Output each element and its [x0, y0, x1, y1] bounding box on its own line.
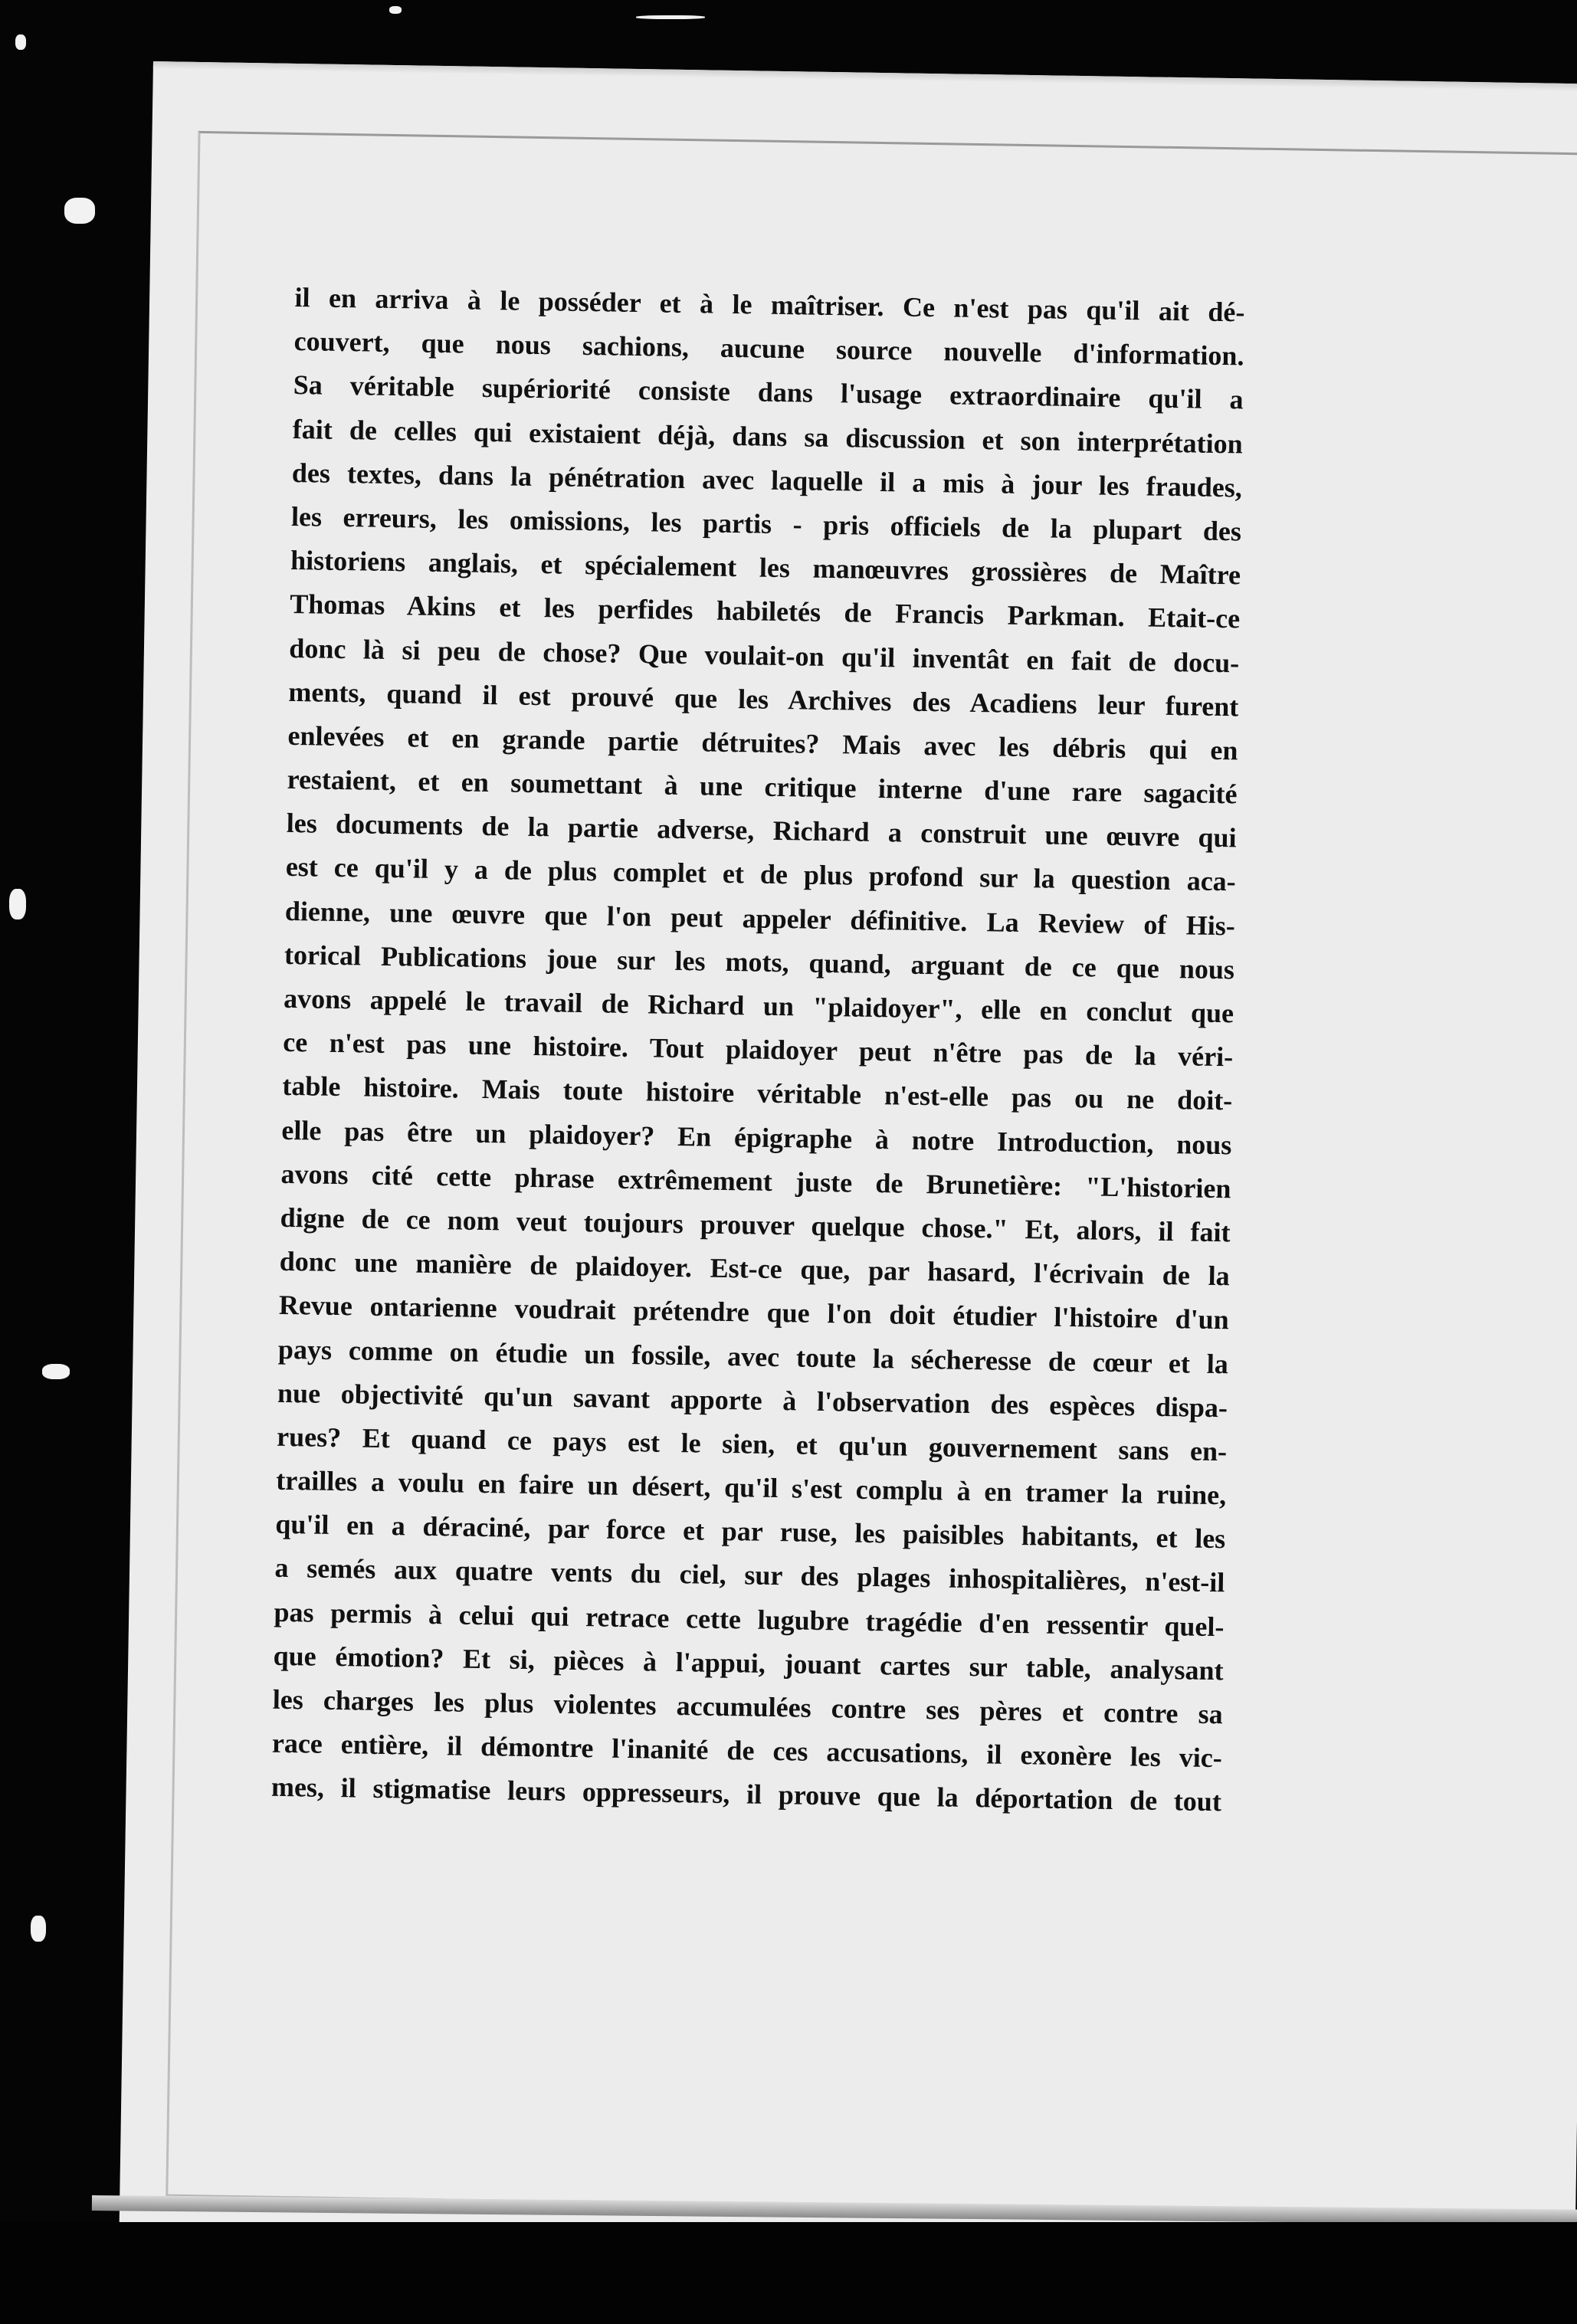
- text-line: torical Publications joue sur les mots, quand, arguant de ce que nous: [284, 939, 1235, 985]
- text-line: ments, quand il est prouvé que les Archives des Acadiens leur furent: [288, 676, 1239, 723]
- text-line: ce n'est pas une histoire. Tout plaidoyer peut n'être pas de la véri-: [282, 1027, 1234, 1073]
- text-line: pas permis à celui qui retrace cette lugubre tragédie d'en ressentir quel-: [274, 1596, 1225, 1642]
- text-line: rues? Et quand ce pays est le sien, et qu'un gouvernement sans en-: [276, 1421, 1228, 1467]
- text-line: des textes, dans la pénétration avec laquelle il a mis à jour les fraudes,: [291, 457, 1243, 503]
- page-top-edge: [153, 61, 1577, 92]
- text-line: pays comme on étudie un fossile, avec toute la sécheresse de cœur et la: [277, 1333, 1229, 1379]
- text-line: a semés aux quatre vents du ciel, sur des plages inhospitalières, n'est-il: [274, 1552, 1225, 1598]
- text-line: avons cité cette phrase extrêmement juste de Brunetière: "L'historien: [280, 1158, 1231, 1205]
- text-line: donc une manière de plaidoyer. Est-ce que, par hasard, l'écrivain de la: [279, 1245, 1230, 1292]
- text-line: donc là si peu de chose? Que voulait-on qu'il inventât en fait de docu-: [289, 632, 1240, 678]
- text-line: il en arriva à le posséder et à le maîtriser. Ce n'est pas qu'il ait dé-: [294, 281, 1245, 328]
- text-line: les charges les plus violentes accumulées contre ses pères et contre sa: [272, 1683, 1223, 1730]
- text-line: table histoire. Mais toute histoire véritable n'est-elle pas ou ne doit-: [282, 1070, 1233, 1116]
- body-text: [271, 276, 1245, 1824]
- text-line: les documents de la partie adverse, Richard a construit une œuvre qui: [286, 808, 1237, 854]
- dust-speck: [389, 6, 402, 14]
- dust-speck: [31, 1916, 46, 1942]
- dust-speck: [64, 198, 95, 224]
- text-line: race entière, il démontre l'inanité de ces accusations, il exonère les vic-: [271, 1727, 1223, 1774]
- dust-speck: [15, 34, 26, 50]
- text-line: les erreurs, les omissions, les partis - pris officiels de la plupart des: [290, 500, 1242, 547]
- dust-speck: [9, 889, 26, 919]
- text-line: Sa véritable supériorité consiste dans l'usage extraordinaire qu'il a: [293, 369, 1244, 415]
- text-line: elle pas être un plaidoyer? En épigraphe à notre Introduction, nous: [281, 1114, 1232, 1160]
- text-line: avons appelé le travail de Richard un "plaidoyer", elle en conclut que: [283, 982, 1234, 1029]
- text-line: que émotion? Et si, pièces à l'appui, jouant cartes sur table, analysant: [273, 1640, 1224, 1686]
- text-line: trailles a voulu en faire un désert, qu'il s'est complu à en tramer la ruine,: [275, 1464, 1227, 1511]
- text-line: restaient, et en soumettant à une critique interne d'une rare sagacité: [287, 763, 1238, 810]
- text-line: fait de celles qui existaient déjà, dans sa discussion et son interprétation: [292, 413, 1244, 460]
- text-line: nue objectivité qu'un savant apporte à l'observation des espèces dispa-: [277, 1377, 1228, 1423]
- dust-speck: [42, 1364, 70, 1379]
- text-line: Thomas Akins et les perfides habiletés de Francis Parkman. Etait-ce: [289, 588, 1241, 634]
- text-line: Revue ontarienne voudrait prétendre que l'on doit étudier l'histoire d'un: [278, 1290, 1230, 1336]
- text-line: digne de ce nom veut toujours prouver quelque chose." Et, alors, il fait: [280, 1201, 1231, 1248]
- dust-speck: [636, 15, 705, 19]
- text-line: est ce qu'il y a de plus complet et de plus profond sur la question aca-: [285, 851, 1237, 897]
- text-line: mes, il stigmatise leurs oppresseurs, il prouve que la déportation de tout: [270, 1772, 1222, 1818]
- text-line: dienne, une œuvre que l'on peut appeler définitive. La Review of His-: [284, 895, 1236, 941]
- text-line: enlevées et en grande partie détruites? Mais avec les débris qui en: [287, 719, 1238, 766]
- text-line: qu'il en a déraciné, par force et par ruse, les paisibles habitants, et les: [275, 1509, 1226, 1555]
- scanner-bed: [0, 2222, 1577, 2324]
- text-line: historiens anglais, et spécialement les manœuvres grossières de Maître: [290, 545, 1241, 591]
- text-line: couvert, que nous sachions, aucune source nouvelle d'information.: [293, 326, 1244, 372]
